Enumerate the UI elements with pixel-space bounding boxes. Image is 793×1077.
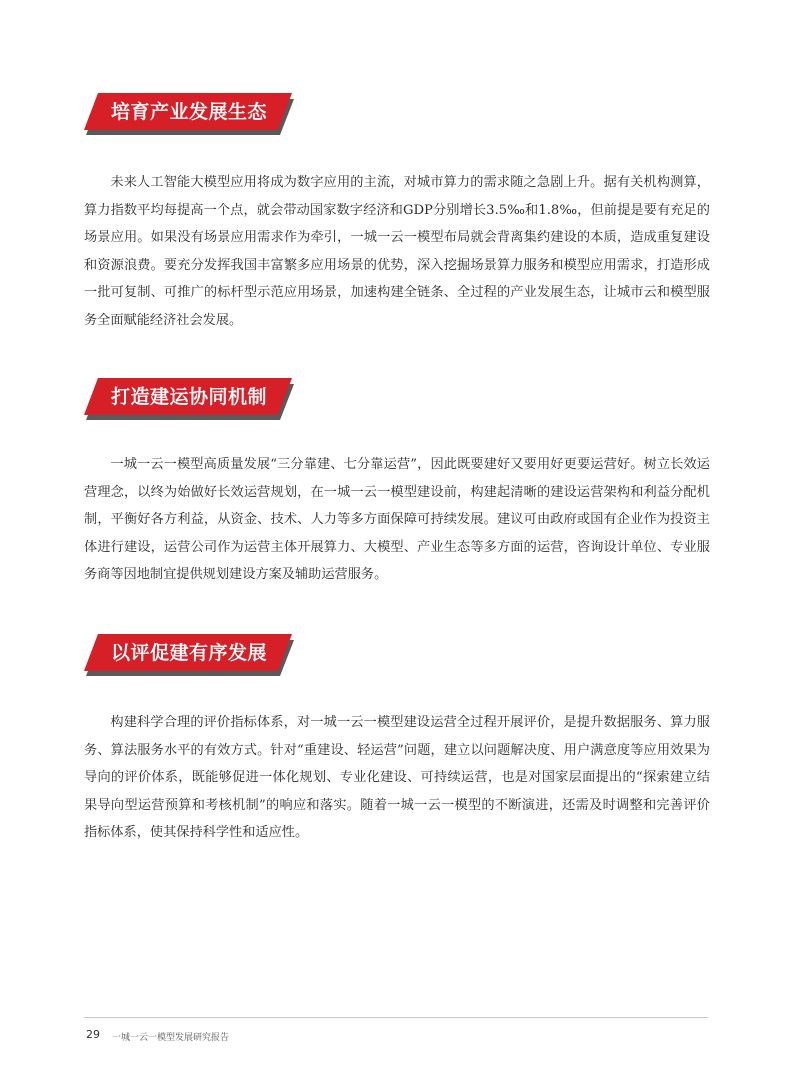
section-title: 打造建运协同机制 xyxy=(111,386,268,408)
section-paragraph: 未来人工智能大模型应用将成为数字应用的主流，对城市算力的需求随之急剧上升。据有关机构测算，算力指数平均每提高一个点，就会带动国家数字经济和GDP分别增长3.5‰和1.8‰，但前提是要有充足的场景应用。如果没有场景应用需求作为牵引，一城一云一模型布局就会背离集约建设的本质，造成重复建设和资源浪费。要充分发挥我国丰富繁多应用场景的优势，深入挖掘场景算力服务和模型应用需求，打造形成一批可复制、可推广的标杆型示范应用场景，加速构建全链条、全过程的产业发展生态，让城市云和模型服务全面赋能经济社会发展。 xyxy=(84,175,710,328)
section-paragraph: 构建科学合理的评价指标体系，对一城一云一模型建设运营全过程开展评价，是提升数据服务、算力服务、算法服务水平的有效方式。针对“重建设、轻运营”问题，建立以问题解决度、用户满意度等应用效果为导向的评价体系，既能够促进一体化规划、专业化建设、可持续运营，也是对国家层面提出的“探索建立结果导向型运营预算和考核机制”的响应和落实。随着一城一云一模型的不断演进，还需及时调整和完善评价指标体系，使其保持科学性和适应性。 xyxy=(84,715,710,841)
footer-divider xyxy=(84,1017,708,1018)
section-heading-3 xyxy=(84,634,296,676)
section-title: 培育产业发展生态 xyxy=(111,101,268,123)
section-paragraph: 一城一云一模型高质量发展“三分靠建、七分靠运营”，因此既要建好又要用好更要运营好。树立长效运营理念，以终为始做好长效运营规划，在一城一云一模型建设前，构建起清晰的建设运营架构和利益分配机制，平衡好各方利益，从资金、技术、人力等多方面保障可持续发展。建议可由政府或国有企业作为投资主体进行建设，运营公司作为运营主体开展算力、大模型、产业生态等多方面的运营，咨询设计单位、专业服务商等因地制宜提供规划建设方案及辅助运营服务。 xyxy=(84,457,710,583)
section-heading-1 xyxy=(84,93,296,135)
section-title: 以评促建有序发展 xyxy=(111,642,268,664)
page-number: 29 xyxy=(86,1028,100,1041)
section-heading-2 xyxy=(84,378,296,420)
footer-doc-title: 一城一云一模型发展研究报告 xyxy=(112,1033,230,1043)
